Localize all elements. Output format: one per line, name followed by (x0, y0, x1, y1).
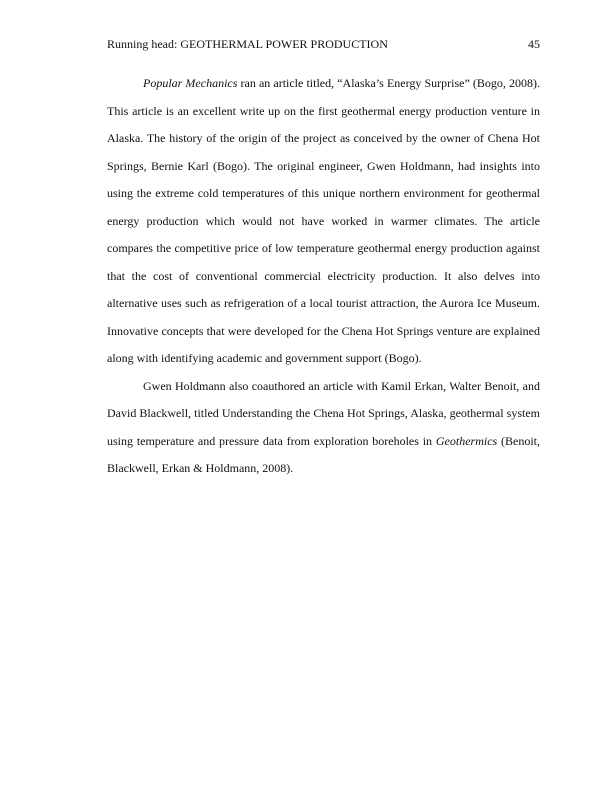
running-head: Running head: GEOTHERMAL POWER PRODUCTION (107, 37, 388, 51)
page-number: 45 (528, 37, 540, 51)
paragraph-geothermics (107, 373, 540, 483)
page-header (107, 36, 540, 52)
paragraph-text: ran an article titled, “Alaska’s Energy Surprise” (Bogo, 2008). This article is an excellent write up on the first geothermal energy production venture in Alaska. The history of the origin of the project as conceived by the owner of Chena Hot Springs, Bernie Karl (Bogo). The original engineer, Gwen Holdmann, had insights into using the extreme cold temperatures of this unique northern environment for geothermal energy production which would not have worked in warmer climates. The article compares the competitive price of low temperature geothermal energy production against that the cost of conventional commercial electricity production. It also delves into alternative uses such as refrigeration of a local tourist attraction, the Aurora Ice Museum. Innovative concepts that were developed for the Chena Hot Springs venture are explained along with identifying academic and government support (Bogo). (107, 76, 541, 365)
publication-title: Popular Mechanics (143, 76, 238, 90)
journal-title: Geothermics (435, 433, 498, 448)
paragraph-text: Gwen Holdmann also coauthored an article with Kamil Erkan, Walter Benoit, and David Blackwell, titled Understanding the Chena Hot Springs, Alaska, geothermal system using temperature and pressure data from exploration boreholes in (107, 378, 540, 448)
citation-text: (Benoit, Blackwell, Erkan & Holdmann, 2008). (107, 433, 541, 475)
paragraph-popular-mechanics (107, 70, 540, 373)
body-text (107, 70, 540, 483)
